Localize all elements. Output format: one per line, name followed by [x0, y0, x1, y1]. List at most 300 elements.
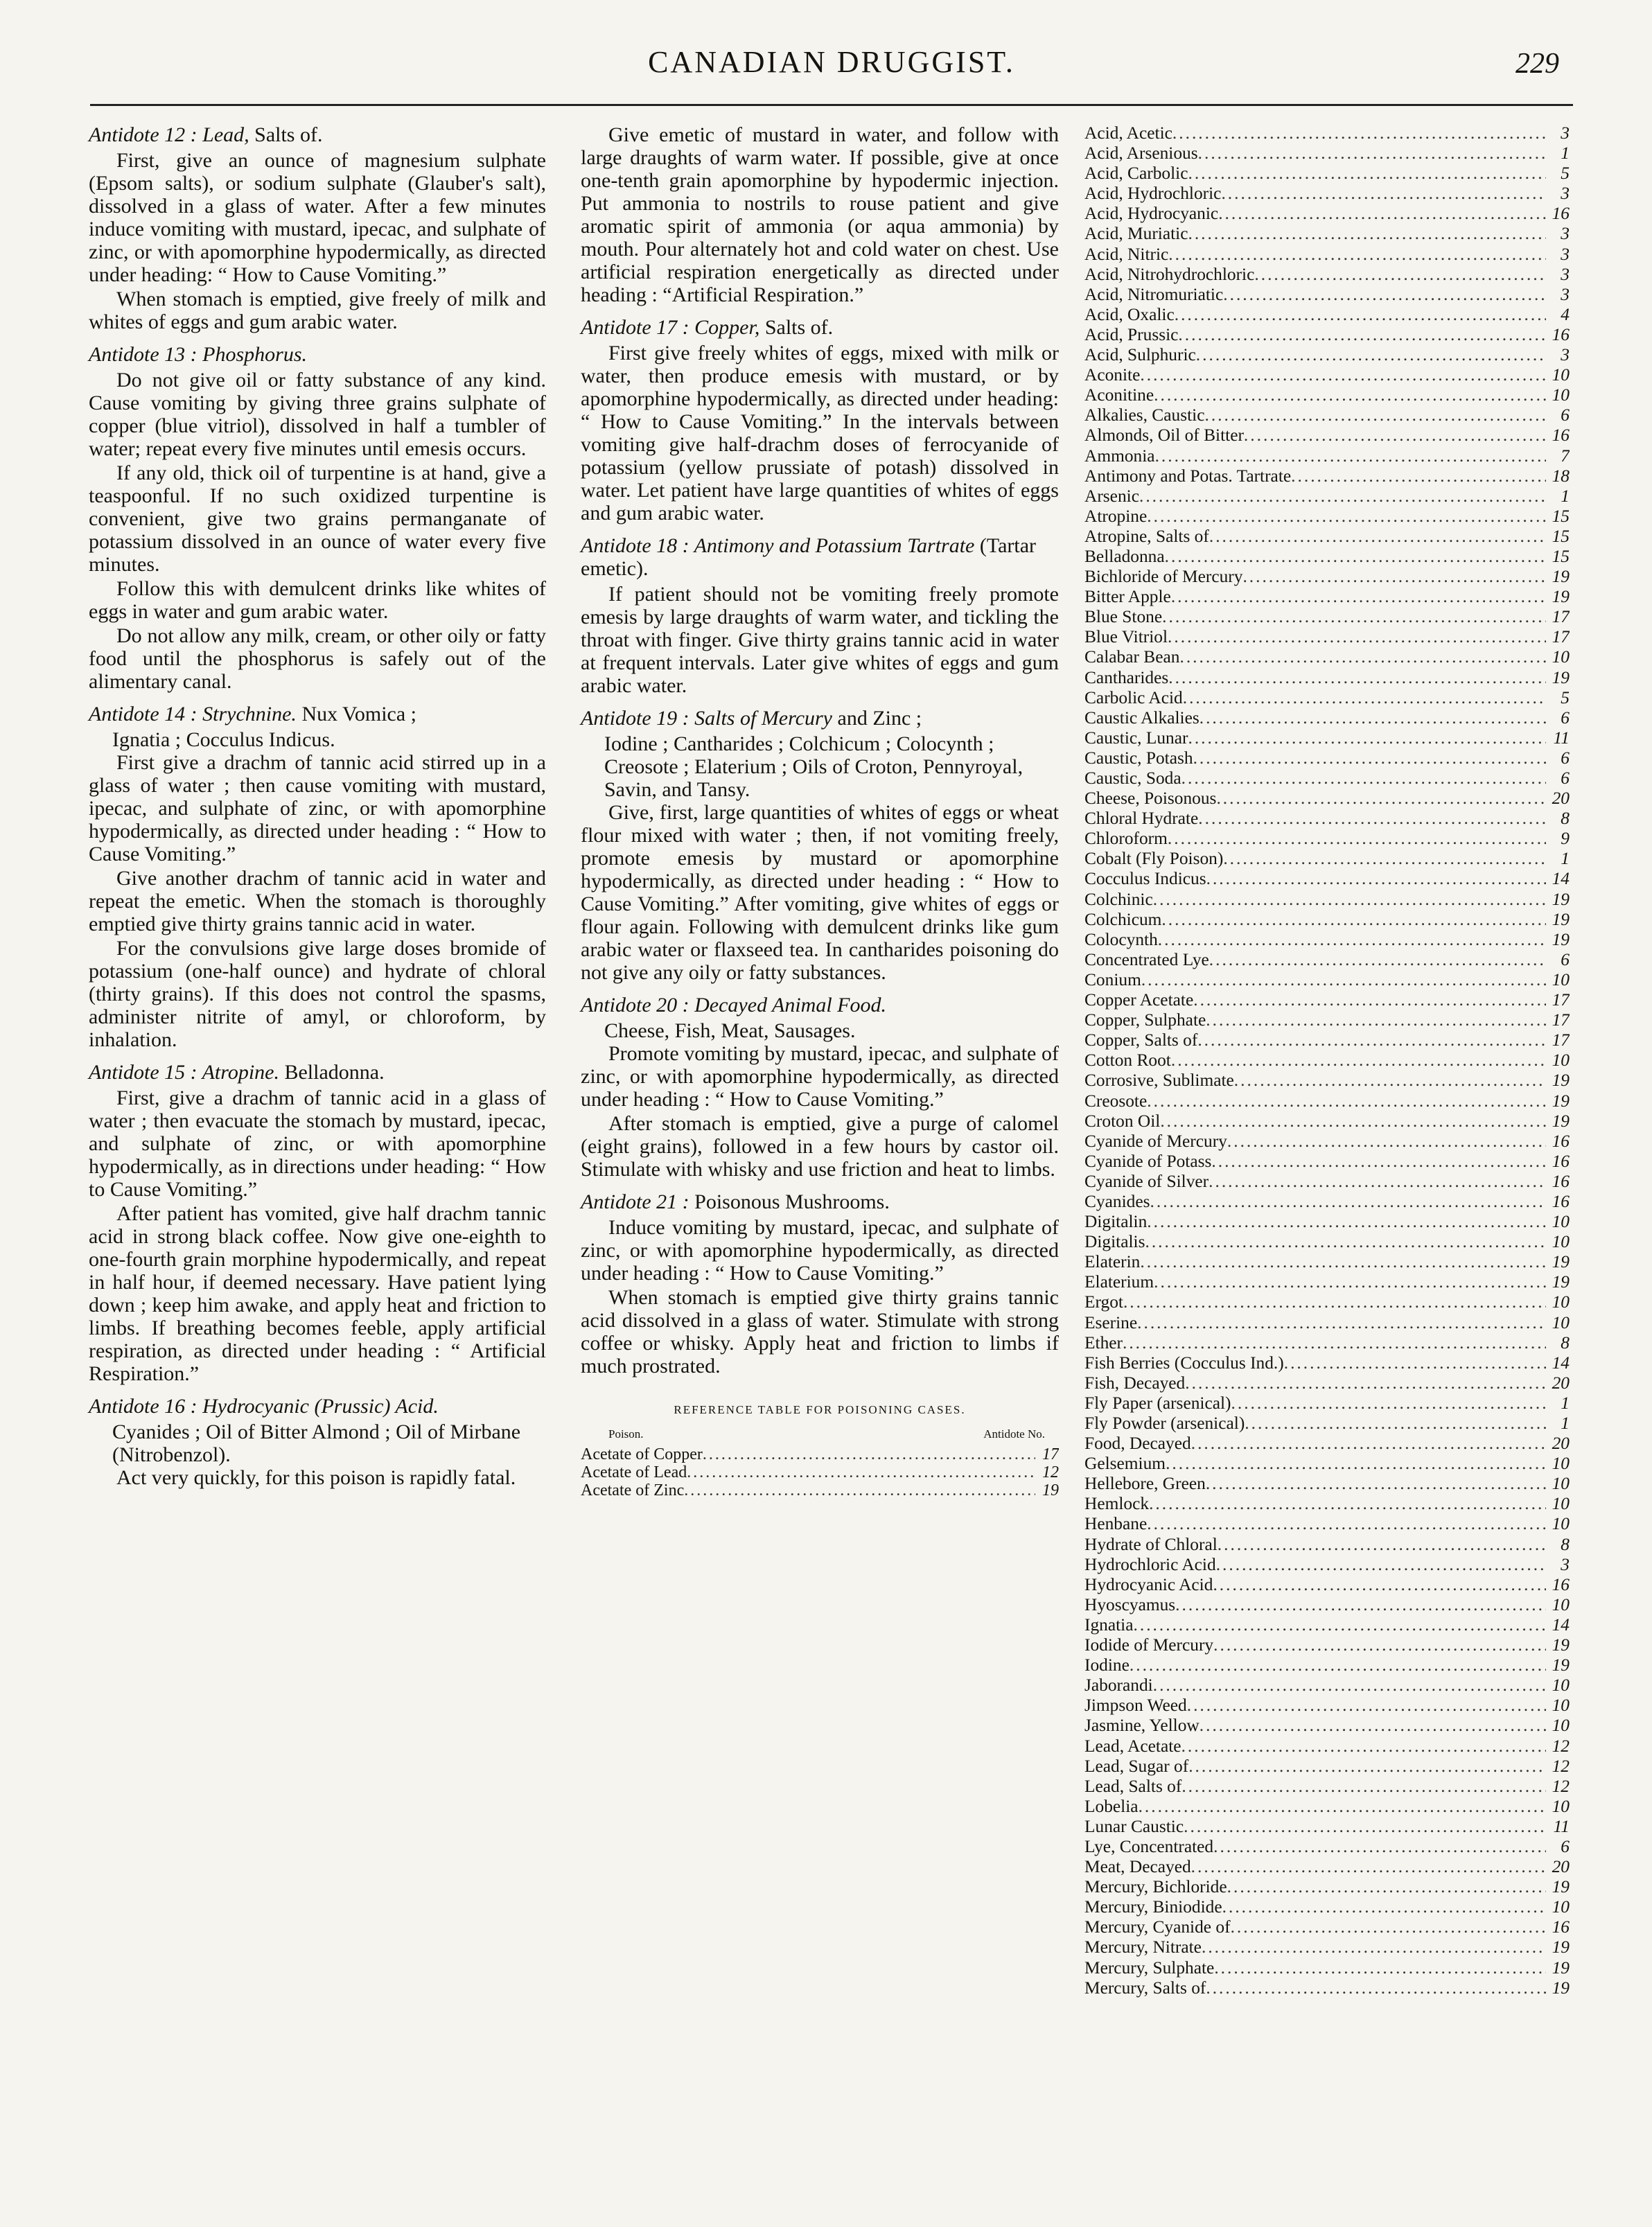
poison-name: Acid, Acetic — [1084, 123, 1172, 143]
poison-name: Almonds, Oil of Bitter — [1084, 425, 1244, 446]
antidote-number: 16 — [1552, 1191, 1570, 1211]
antidote-heading-rest: Belladonna. — [284, 1061, 385, 1084]
journal-title: CANADIAN DRUGGIST. — [648, 45, 1015, 79]
antidote-number: 11 — [1553, 728, 1570, 748]
dot-leader — [1209, 1172, 1546, 1192]
index-row — [1084, 627, 1570, 647]
antidote-related-poisons: Cyanides ; Oil of Bitter Almond ; Oil of Mirbane (Nitrobenzol). — [112, 1420, 521, 1466]
index-row — [1084, 1736, 1570, 1757]
dot-leader — [1209, 950, 1546, 970]
dot-leader — [1171, 1050, 1546, 1071]
dot-leader — [1204, 405, 1546, 425]
poison-name: Acid, Carbolic — [1084, 164, 1188, 184]
antidote-number: 19 — [1552, 1091, 1570, 1111]
antidote-number: 20 — [1552, 1373, 1570, 1393]
dot-leader — [1171, 587, 1546, 607]
dot-leader — [1191, 1857, 1546, 1877]
antidote-related-poisons: Ignatia ; Cocculus Indicus. — [112, 728, 335, 751]
antidote-number: 1 — [1561, 1393, 1570, 1413]
antidote-number: 6 — [1561, 768, 1570, 788]
dot-leader — [1206, 1978, 1546, 1998]
dot-leader — [1200, 708, 1546, 728]
antidote-number: 8 — [1561, 1534, 1570, 1554]
index-row — [1084, 1696, 1570, 1716]
dot-leader — [1160, 1111, 1546, 1132]
index-row — [1084, 1897, 1570, 1917]
index-row — [1084, 1958, 1570, 1978]
antidote-section — [581, 534, 1059, 697]
dot-leader — [1181, 768, 1546, 789]
poison-name: Acid, Nitromuriatic — [1084, 284, 1224, 304]
dot-leader — [1209, 527, 1546, 547]
dot-leader — [1214, 1958, 1546, 1978]
poison-name: Cobalt (Fly Poison) — [1084, 849, 1224, 869]
index-row — [1084, 809, 1570, 829]
dot-leader — [1184, 1817, 1546, 1837]
antidote-heading — [581, 534, 1059, 580]
antidote-number: 16 — [1552, 1917, 1570, 1937]
antidote-number: 20 — [1552, 789, 1570, 809]
antidote-poison-name: Antimony and Potassium Tartrate — [694, 534, 975, 557]
dot-leader — [1139, 1797, 1546, 1817]
dot-leader — [1188, 728, 1546, 748]
index-row — [1084, 345, 1570, 365]
antidote-label: Antidote 18 : — [581, 534, 689, 557]
poison-name: Acid, Nitric — [1084, 244, 1169, 264]
antidote-number: 17 — [1552, 1030, 1570, 1050]
antidote-poison-name: Strychnine. — [202, 703, 297, 725]
antidote-number: 19 — [1552, 1957, 1570, 1978]
antidote-heading — [89, 703, 546, 725]
poison-name: Antimony and Potas. Tartrate — [1084, 466, 1292, 486]
poison-name: Aconite — [1084, 365, 1141, 385]
antidote-number: 6 — [1561, 707, 1570, 728]
index-row — [1084, 1978, 1570, 1998]
poison-name: Eserine — [1084, 1312, 1138, 1332]
paragraph: First give freely whites of eggs, mixed with milk or water, then produce emesis with mustard, or by apomorphine hypodermically, as directed under heading: “ How to Cause Vomiting.” In the intervals between vomiting give half-drachm doses of ferrocyanide of potassium (yellow prussiate of potash) dissolved in water. Let patient have large quantities of whites of eggs and gum arabic water. — [581, 342, 1059, 525]
poison-column-header: Poison. — [608, 1427, 644, 1441]
antidote-number: 1 — [1561, 1414, 1570, 1433]
index-row — [1084, 1333, 1570, 1353]
poison-name: Meat, Decayed — [1084, 1857, 1191, 1877]
antidote-section — [89, 123, 546, 333]
antidote-number: 17 — [1552, 990, 1570, 1010]
antidote-heading — [581, 316, 1059, 339]
index-row — [1084, 1353, 1570, 1373]
index-row — [1084, 385, 1570, 405]
antidote-number: 3 — [1561, 184, 1570, 204]
paragraph: Induce vomiting by mustard, ipecac, and sulphate of zinc, or with apomorphine hypodermically, as directed under heading : “ How to Cause Vomiting.” — [581, 1216, 1059, 1285]
paragraph: For the convulsions give large doses bromide of potassium (one-half ounce) and hydrate of chloral (thirty grains). If this does not control the spasms, administer nitrite of amyl, or chloroform, by inhalation. — [89, 937, 546, 1051]
dot-leader — [1202, 1937, 1546, 1957]
dot-leader — [1213, 1837, 1546, 1857]
index-row — [1084, 1192, 1570, 1212]
index-row — [1084, 164, 1570, 184]
dot-leader — [1216, 1555, 1546, 1575]
antidote-poison-name: Salts of Mercury — [694, 707, 832, 730]
poison-name: Hyoscyamus — [1084, 1594, 1176, 1614]
antidote-heading — [89, 1395, 546, 1418]
antidote-number: 20 — [1552, 1434, 1570, 1454]
poison-name: Colchicum — [1084, 909, 1162, 929]
poison-name: Iodine — [1084, 1655, 1130, 1675]
poison-name: Ergot — [1084, 1292, 1123, 1312]
poison-name: Fish, Decayed — [1084, 1373, 1186, 1393]
poison-name: Caustic, Potash — [1084, 748, 1193, 768]
dot-leader — [1206, 1474, 1546, 1494]
dot-leader — [1206, 1010, 1546, 1030]
dot-leader — [1188, 164, 1546, 184]
antidote-column-header: Antidote No. — [983, 1427, 1045, 1441]
index-row — [1084, 1414, 1570, 1434]
poison-name: Acid, Nitrohydrochloric — [1084, 264, 1255, 284]
poison-name: Atropine, Salts of — [1084, 526, 1209, 546]
dot-leader — [1181, 1777, 1546, 1797]
dot-leader — [1140, 1252, 1546, 1272]
antidote-heading — [89, 343, 546, 366]
poison-name: Mercury, Cyanide of — [1084, 1917, 1231, 1937]
antidote-number: 9 — [1561, 829, 1570, 849]
poison-name: Elaterin — [1084, 1252, 1141, 1272]
dot-leader — [1158, 930, 1546, 950]
antidote-number: 19 — [1552, 929, 1570, 949]
poison-name: Fish Berries (Cocculus Ind.) — [1084, 1353, 1284, 1373]
index-row — [1084, 1595, 1570, 1615]
dot-leader — [1188, 224, 1546, 244]
antidote-number: 17 — [1552, 627, 1570, 647]
antidote-number: 3 — [1561, 123, 1570, 143]
paragraph: Promote vomiting by mustard, ipecac, and sulphate of zinc, or with apomorphine hypodermically, as directed under heading : “ How to Cause Vomiting.” — [581, 1042, 1059, 1111]
index-row — [1084, 184, 1570, 204]
index-row — [1084, 1010, 1570, 1030]
antidote-number: 16 — [1552, 1131, 1570, 1151]
antidote-number: 12 — [1042, 1463, 1059, 1481]
index-row — [1084, 425, 1570, 446]
antidote-number: 19 — [1552, 1071, 1570, 1091]
antidote-number: 19 — [1552, 909, 1570, 929]
antidote-number: 10 — [1552, 969, 1570, 989]
reference-table-row — [581, 1445, 1059, 1463]
index-row — [1084, 1877, 1570, 1897]
poison-name: Colocynth — [1084, 929, 1158, 949]
antidote-label: Antidote 12 : — [89, 123, 197, 146]
poison-name: Cyanide of Silver — [1084, 1171, 1209, 1191]
antidote-number: 19 — [1552, 587, 1570, 607]
poison-name: Hellebore, Green — [1084, 1474, 1206, 1494]
poison-name: Digitalis — [1084, 1232, 1145, 1252]
antidote-number: 16 — [1552, 1574, 1570, 1594]
poison-name: Cheese, Poisonous — [1084, 789, 1217, 809]
antidote-number: 6 — [1561, 405, 1570, 425]
poison-name: Acid, Arsenious — [1084, 143, 1198, 164]
index-row — [1084, 1777, 1570, 1797]
antidote-label: Antidote 16 : — [89, 1395, 197, 1418]
dot-leader — [1234, 1071, 1546, 1091]
dot-leader — [1197, 1030, 1546, 1050]
poison-name: Acid, Muriatic — [1084, 224, 1188, 244]
antidote-number: 19 — [1552, 567, 1570, 587]
poison-name: Mercury, Sulphate — [1084, 1957, 1215, 1978]
index-row — [1084, 1111, 1570, 1132]
index-row — [1084, 1172, 1570, 1192]
antidote-number: 14 — [1552, 1614, 1570, 1635]
index-row — [1084, 587, 1570, 607]
index-row — [1084, 1575, 1570, 1595]
antidote-number: 19 — [1552, 1655, 1570, 1675]
dot-leader — [1245, 1414, 1546, 1434]
poison-name: Blue Vitriol — [1084, 627, 1168, 647]
antidote-number: 10 — [1552, 1514, 1570, 1534]
index-row — [1084, 1655, 1570, 1675]
antidote-number: 8 — [1561, 1332, 1570, 1353]
antidote-heading — [89, 123, 546, 146]
poison-name: Jaborandi — [1084, 1675, 1153, 1696]
index-row — [1084, 1132, 1570, 1152]
index-row — [1084, 1797, 1570, 1817]
antidote-number: 10 — [1552, 1897, 1570, 1917]
antidote-heading — [581, 1190, 1059, 1213]
dot-leader — [1175, 305, 1546, 325]
dot-leader — [1188, 1757, 1546, 1777]
antidote-number: 10 — [1552, 385, 1570, 405]
dot-leader — [1168, 245, 1546, 265]
antidote-number: 6 — [1561, 949, 1570, 969]
reference-table-row — [581, 1463, 1059, 1481]
dot-leader — [1244, 425, 1546, 446]
index-row — [1084, 1232, 1570, 1252]
poison-name: Cyanide of Mercury — [1084, 1131, 1227, 1151]
antidote-number: 12 — [1552, 1756, 1570, 1776]
column-left — [89, 123, 546, 1499]
index-row — [1084, 1535, 1570, 1555]
antidote-number: 10 — [1552, 1716, 1570, 1736]
antidote-number: 4 — [1561, 304, 1570, 324]
index-row — [1084, 647, 1570, 667]
poison-name: Hydrocyanic Acid — [1084, 1574, 1213, 1594]
antidote-number: 10 — [1552, 1212, 1570, 1232]
reference-table-header — [581, 1423, 1059, 1445]
antidote-number: 19 — [1552, 1635, 1570, 1655]
index-row — [1084, 1514, 1570, 1534]
antidote-number: 3 — [1561, 284, 1570, 304]
antidote-label: Antidote 20 : — [581, 994, 689, 1016]
antidote-section — [581, 707, 1059, 984]
antidote-number: 19 — [1552, 1877, 1570, 1897]
index-row — [1084, 768, 1570, 789]
dot-leader — [1147, 1212, 1546, 1232]
dot-leader — [1150, 1192, 1547, 1212]
dot-leader — [1178, 325, 1546, 345]
index-row — [1084, 849, 1570, 869]
antidote-number: 3 — [1561, 1554, 1570, 1574]
antidote-section — [89, 703, 546, 1051]
poison-name: Copper, Sulphate — [1084, 1010, 1206, 1030]
index-row — [1084, 1757, 1570, 1777]
index-row — [1084, 265, 1570, 285]
antidote-number: 10 — [1552, 1312, 1570, 1332]
dot-leader — [1183, 688, 1546, 708]
index-row — [1084, 325, 1570, 345]
index-row — [1084, 1555, 1570, 1575]
index-row — [1084, 869, 1570, 889]
poison-name: Lunar Caustic — [1084, 1816, 1184, 1836]
index-row — [1084, 950, 1570, 970]
index-row — [1084, 1474, 1570, 1494]
dot-leader — [1200, 1716, 1546, 1736]
antidote-number: 15 — [1552, 526, 1570, 546]
index-row — [1084, 507, 1570, 527]
antidote-section — [89, 343, 546, 693]
dot-leader — [1165, 547, 1546, 567]
poison-name: Lead, Salts of — [1084, 1776, 1182, 1796]
poison-name: Acid, Hydrocyanic — [1084, 204, 1219, 224]
antidote-heading-rest: and Zinc ; — [837, 707, 922, 730]
index-row — [1084, 305, 1570, 325]
index-row — [1084, 1494, 1570, 1514]
antidote-label: Antidote 21 : — [581, 1190, 689, 1213]
index-row — [1084, 748, 1570, 768]
dot-leader — [1166, 1454, 1546, 1474]
antidote-section — [89, 1395, 546, 1489]
poison-name: Arsenic — [1084, 486, 1139, 506]
poison-name: Cyanide of Potass — [1084, 1151, 1212, 1171]
index-row — [1084, 910, 1570, 930]
paragraph: Act very quickly, for this poison is rapidly fatal. — [116, 1466, 516, 1489]
poison-name: Alkalies, Caustic — [1084, 405, 1205, 425]
antidote-number: 17 — [1552, 607, 1570, 627]
antidote-heading-rest: Nux Vomica ; — [301, 703, 416, 725]
poison-name: Bichloride of Mercury — [1084, 567, 1243, 587]
antidote-number: 14 — [1552, 1353, 1570, 1373]
antidote-number: 10 — [1552, 1594, 1570, 1614]
paragraph: Do not give oil or fatty substance of any kind. Cause vomiting by giving three grains sulphate of copper (blue vitriol), dissolved in half a tumbler of water; repeat every five minutes until emesis occurs. — [89, 369, 546, 460]
page-header — [90, 39, 1573, 94]
dot-leader — [1147, 1091, 1546, 1111]
paragraph: After patient has vomited, give half drachm tannic acid in strong black coffee. Now give one-eighth to one-fourth grain morphine hypodermically, and repeat in half hour, if deemed necessary. Have patient lying down ; keep him awake, and apply heat and friction to limbs. If breathing becomes feeble, apply artificial respiration, as directed under heading : “ Artificial Respiration.” — [89, 1202, 546, 1385]
antidote-heading-rest: Poisonous Mushrooms. — [694, 1190, 890, 1213]
index-row — [1084, 728, 1570, 748]
index-row — [1084, 365, 1570, 385]
poison-name: Lead, Sugar of — [1084, 1756, 1189, 1776]
poison-name: Hydrochloric Acid — [1084, 1554, 1216, 1574]
poison-name: Ignatia — [1084, 1614, 1134, 1635]
dot-leader — [1223, 285, 1546, 305]
antidote-number: 8 — [1561, 809, 1570, 829]
index-row — [1084, 1050, 1570, 1071]
antidote-label: Antidote 14 : — [89, 703, 197, 725]
paragraph: First, give a drachm of tannic acid in a glass of water ; then evacuate the stomach by mustard, ipecac, and sulphate of zinc, or with apomorphine hypodermically, as in directions under heading: “ How to Cause Vomiting.” — [89, 1086, 546, 1201]
antidote-number: 19 — [1552, 667, 1570, 687]
poison-name: Gelsemium — [1084, 1454, 1166, 1474]
dot-leader — [1227, 1132, 1546, 1152]
antidote-poison-name: Decayed Animal Food. — [694, 994, 887, 1016]
poison-name: Food, Decayed — [1084, 1434, 1191, 1454]
antidote-heading-rest: Salts of. — [254, 123, 323, 146]
antidote-heading — [581, 994, 1059, 1016]
antidote-number: 1 — [1561, 143, 1570, 164]
poison-name: Cocculus Indicus — [1084, 869, 1206, 889]
index-row — [1084, 1615, 1570, 1635]
dot-leader — [1153, 890, 1546, 910]
dot-leader — [1168, 829, 1546, 849]
poison-name: Lye, Concentrated — [1084, 1836, 1214, 1856]
dot-leader — [1123, 1292, 1546, 1312]
dot-leader — [1155, 446, 1546, 466]
index-row — [1084, 143, 1570, 164]
index-row — [1084, 527, 1570, 547]
paragraph: Give, first, large quantities of whites of eggs or wheat flour mixed with water ; then, if not vomiting freely, promote emesis by mustard or apomorphine hypodermically, as directed under heading : “ How to Cause Vomiting.” After vomiting, give whites of eggs or flour again. Following with demulcent drinks like gum arabic water or flaxseed tea. In cantharides poisoning do not give any oily or fatty substances. — [581, 801, 1059, 984]
index-row — [1084, 1937, 1570, 1957]
antidote-number: 16 — [1552, 204, 1570, 224]
index-row — [1084, 1917, 1570, 1937]
index-row — [1084, 245, 1570, 265]
poison-name: Acid, Sulphuric — [1084, 345, 1196, 365]
dot-leader — [1141, 970, 1546, 990]
poison-name: Chloroform — [1084, 829, 1168, 849]
paragraph: Give emetic of mustard in water, and follow with large draughts of warm water. If possible, give at once one-tenth grain apomorphine by hypodermic injection. Put ammonia to nostrils to rouse patient and give aromatic spirit of ammonia (or aqua ammonia) by mouth. Pour alternately hot and cold water on chest. Use artificial respiration energetically as directed under heading : “Artificial Respiration.” — [581, 123, 1059, 306]
index-row — [1084, 829, 1570, 849]
dot-leader — [1140, 365, 1546, 385]
index-row — [1084, 1434, 1570, 1454]
antidote-number: 10 — [1552, 1675, 1570, 1696]
antidote-poison-name: Lead, — [202, 123, 249, 146]
antidote-number: 19 — [1042, 1481, 1059, 1499]
paragraph: First give a drachm of tannic acid stirred up in a glass of water ; then cause vomiting with mustard, ipecac, and sulphate of zinc, or with apomorphine hypodermically, as directed under heading : “ How to Cause Vomiting.” — [89, 751, 546, 865]
dot-leader — [1149, 1494, 1546, 1514]
dot-leader — [1139, 486, 1546, 507]
antidote-poison-name: Phosphorus. — [202, 343, 307, 366]
poison-name: Hemlock — [1084, 1494, 1150, 1514]
dot-leader — [1242, 567, 1546, 587]
dot-leader — [1175, 1595, 1546, 1615]
poison-name: Hydrate of Chloral — [1084, 1534, 1218, 1554]
poison-name: Henbane — [1084, 1514, 1148, 1534]
index-row — [1084, 688, 1570, 708]
antidote-number: 14 — [1552, 869, 1570, 889]
index-row — [1084, 204, 1570, 224]
antidote-number: 10 — [1552, 365, 1570, 385]
poison-name: Cyanides — [1084, 1191, 1150, 1211]
index-row — [1084, 990, 1570, 1010]
poison-name: Corrosive, Sublimate — [1084, 1071, 1234, 1091]
poison-name: Acid, Prussic — [1084, 324, 1179, 344]
dot-leader — [1231, 1917, 1546, 1937]
antidote-number: 10 — [1552, 1454, 1570, 1474]
dot-leader — [1168, 627, 1546, 647]
antidote-number: 19 — [1552, 1978, 1570, 1998]
index-row — [1084, 1373, 1570, 1393]
index-row — [1084, 567, 1570, 587]
index-row — [1084, 930, 1570, 950]
reference-table-row — [581, 1481, 1059, 1499]
dot-leader — [1218, 1535, 1546, 1555]
dot-leader — [1213, 1575, 1546, 1595]
antidote-number: 19 — [1552, 889, 1570, 909]
poison-name: Copper, Salts of — [1084, 1030, 1198, 1050]
antidote-number: 10 — [1552, 1474, 1570, 1494]
index-row — [1084, 708, 1570, 728]
index-row — [1084, 466, 1570, 486]
poison-name: Fly Paper (arsenical) — [1084, 1393, 1231, 1413]
index-row — [1084, 446, 1570, 466]
page-number: 229 — [1515, 48, 1559, 80]
paragraph: When stomach is emptied give thirty grains tannic acid dissolved in a glass of water. Stimulate with strong coffee or whisky. Apply heat and friction to limbs if much prostrated. — [581, 1286, 1059, 1377]
poison-name: Colchinic — [1084, 889, 1153, 909]
antidote-number: 12 — [1552, 1736, 1570, 1756]
index-row — [1084, 1152, 1570, 1172]
poison-name: Mercury, Biniodide — [1084, 1897, 1222, 1917]
header-rule — [90, 104, 1573, 106]
